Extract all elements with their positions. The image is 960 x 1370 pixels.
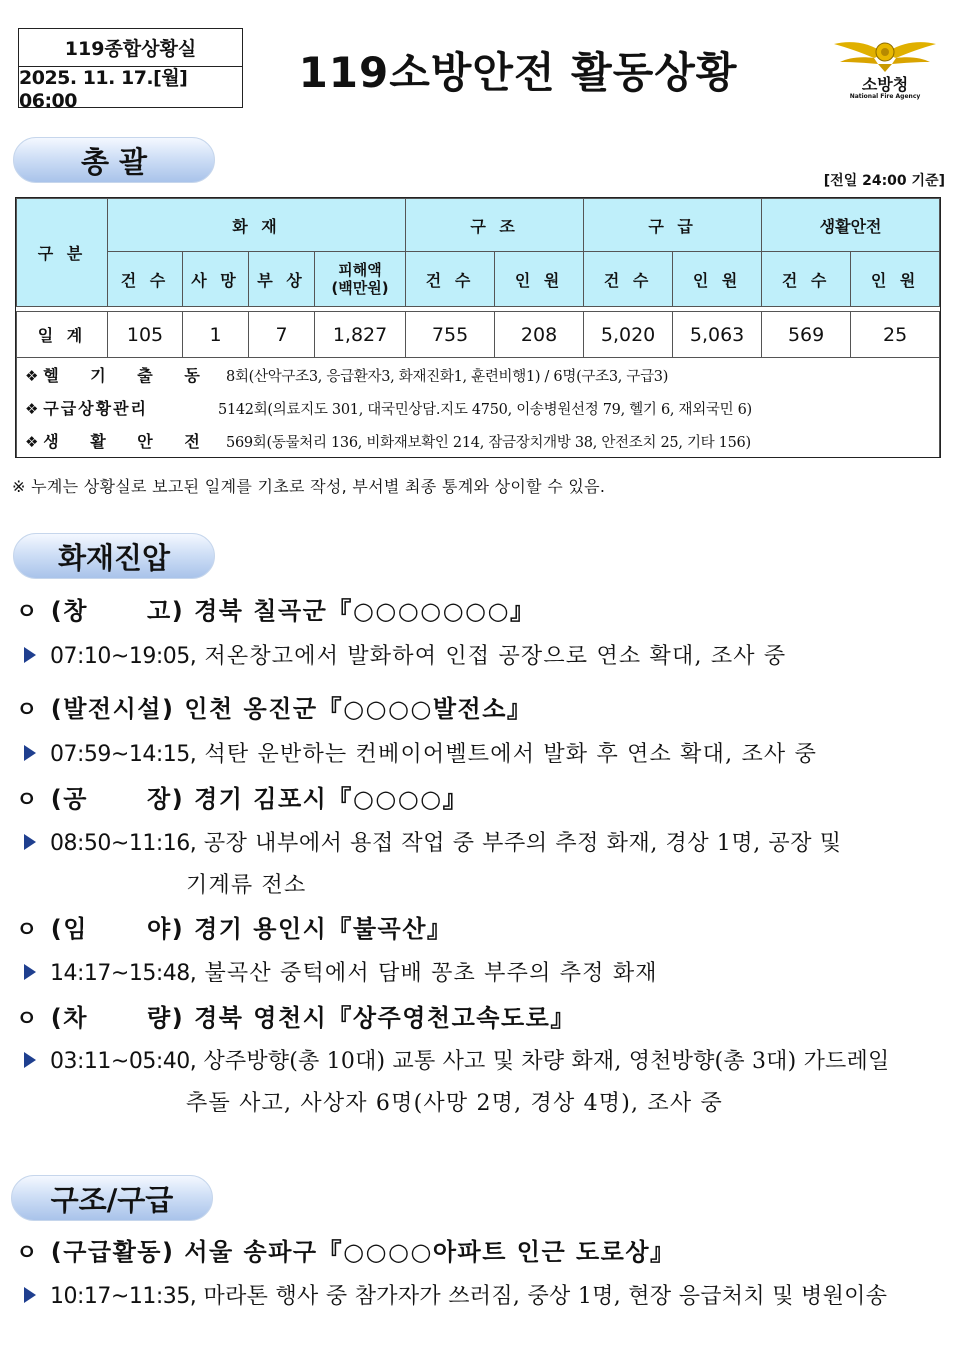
incident-detail: 마라톤 행사 중 참가자가 쓰러짐, 중상 1명, 현장 응급처치 및 병원이송 — [203, 1284, 888, 1309]
fire-item-detail-cont: 기계류 전소 — [186, 873, 307, 898]
circle-bullet-icon: ㅇ — [16, 918, 39, 943]
circle-bullet-icon: ㅇ — [16, 1241, 39, 1266]
table-cell: 25 — [851, 312, 940, 358]
col-group-label: 구 분 — [17, 199, 108, 307]
note-value: 569회(동물처리 136, 비화재보확인 214, 잠금장치개방 38, 안전조치 25, 기타 156) — [226, 435, 751, 451]
incident-location: 경기 용인시『불곡산』 — [194, 915, 453, 943]
diamond-bullet-icon: ❖ — [25, 433, 39, 451]
incident-category: (임 야) — [50, 915, 185, 943]
footnote: ※ 누계는 상황실로 보고된 일계를 기초로 작성, 부서별 최종 통계와 상이할 수 있음. — [12, 477, 606, 496]
note-row-helicopter — [17, 358, 940, 392]
triangle-bullet-icon — [24, 647, 36, 663]
incident-time: 07:59~14:15, — [50, 742, 197, 767]
table-cell: 1,827 — [315, 312, 406, 358]
incident-detail: 불곡산 중턱에서 담배 꽁초 부주의 추정 화재 — [204, 961, 658, 986]
subheader: 인 원 — [495, 252, 584, 307]
fire-item-detail — [24, 956, 658, 987]
fire-item-title — [16, 689, 532, 724]
circle-bullet-icon: ㅇ — [16, 698, 39, 723]
triangle-bullet-icon — [24, 745, 36, 761]
fire-item-detail — [24, 1044, 889, 1075]
subheader: 건 수 — [762, 252, 851, 307]
incident-location: 경기 김포시『○○○○』 — [194, 785, 469, 813]
incident-time: 08:50~11:16, — [50, 831, 197, 856]
eagle-emblem-icon — [830, 36, 940, 74]
table-cell: 755 — [406, 312, 495, 358]
subheader-damage: 피해액 (백만원) — [315, 252, 406, 307]
group-rescue: 구 조 — [406, 199, 584, 252]
incident-category: (창 고) — [50, 597, 185, 625]
group-safety: 생활안전 — [762, 199, 940, 252]
fire-item-title — [16, 909, 452, 944]
incident-time: 10:17~11:35, — [50, 1284, 197, 1309]
basis-time: [전일 24:00 기준] — [823, 173, 945, 189]
summary-table — [15, 197, 941, 458]
table-cell: 208 — [495, 312, 584, 358]
fire-item-detail — [24, 737, 817, 768]
row-label-daily: 일 계 — [17, 312, 108, 358]
fire-item-detail-cont: 추돌 사고, 사상자 6명(사망 2명, 경상 4명), 조사 중 — [186, 1091, 723, 1116]
report-info-box — [18, 28, 243, 112]
group-fire: 화 재 — [108, 199, 406, 252]
note-value: 5142회(의료지도 301, 대국민상담.지도 4750, 이송병원선정 79, 헬기 6, 재외국민 6) — [218, 402, 752, 418]
subheader: 건 수 — [584, 252, 673, 307]
incident-category: (발전시설) — [50, 695, 175, 723]
agency-name-en: National Fire Agency — [849, 93, 921, 100]
fire-item-title — [16, 779, 468, 814]
subheader: 인 원 — [673, 252, 762, 307]
incident-category: (공 장) — [50, 785, 185, 813]
page-title: 119소방안전 활동상황 — [298, 48, 738, 97]
table-cell: 1 — [183, 312, 249, 358]
circle-bullet-icon: ㅇ — [16, 788, 39, 813]
incident-time: 07:10~19:05, — [50, 644, 197, 669]
group-ems: 구 급 — [584, 199, 762, 252]
triangle-bullet-icon — [24, 834, 36, 850]
table-cell: 7 — [249, 312, 315, 358]
diamond-bullet-icon: ❖ — [25, 400, 39, 418]
table-cell: 5,063 — [673, 312, 762, 358]
incident-location: 경북 영천시『상주영천고속도로』 — [194, 1004, 576, 1032]
incident-location: 경북 칠곡군『○○○○○○○』 — [194, 597, 536, 625]
incident-time: 14:17~15:48, — [50, 961, 197, 986]
note-label: 구급상황관리 — [43, 399, 148, 418]
circle-bullet-icon: ㅇ — [16, 600, 39, 625]
report-office: 119종합상황실 — [19, 29, 242, 67]
note-value: 8회(산악구조3, 응급환자3, 화재진화1, 훈련비행1) / 6명(구조3, 구급3) — [226, 369, 669, 385]
table-cell: 5,020 — [584, 312, 673, 358]
diamond-bullet-icon: ❖ — [25, 367, 39, 385]
subheader: 인 원 — [851, 252, 940, 307]
subheader: 건 수 — [406, 252, 495, 307]
incident-detail: 상주방향(총 10대) 교통 사고 및 차량 화재, 영천방향(총 3대) 가드레일 — [203, 1049, 890, 1074]
note-row-ems-management — [17, 391, 940, 424]
incident-detail: 공장 내부에서 용접 작업 중 부주의 추정 화재, 경상 1명, 공장 및 — [203, 831, 842, 856]
triangle-bullet-icon — [24, 964, 36, 980]
subheader: 건 수 — [108, 252, 183, 307]
incident-category: (차 량) — [50, 1004, 185, 1032]
fire-item-title — [16, 998, 576, 1033]
fire-item-detail — [24, 639, 786, 670]
triangle-bullet-icon — [24, 1052, 36, 1068]
incident-time: 03:11~05:40, — [50, 1049, 197, 1074]
incident-detail: 석탄 운반하는 컨베이어벨트에서 발화 후 연소 확대, 조사 중 — [204, 742, 818, 767]
triangle-bullet-icon — [24, 1287, 36, 1303]
section-fire-title: 화재진압 — [13, 533, 215, 579]
rescue-item-detail — [24, 1279, 887, 1310]
section-rescue-title: 구조/구급 — [11, 1175, 213, 1221]
incident-location: 인천 옹진군『○○○○발전소』 — [184, 695, 533, 723]
note-label: 헬 기 출 동 — [43, 366, 213, 385]
section-summary-title: 총 괄 — [13, 137, 215, 183]
report-date: 2025. 11. 17.[월] 06:00 — [19, 67, 188, 112]
subheader: 사 망 — [183, 252, 249, 307]
incident-location: 서울 송파구『○○○○아파트 인근 도로상』 — [184, 1238, 676, 1266]
note-row-life-safety — [17, 424, 940, 457]
incident-detail: 저온창고에서 발화하여 인접 공장으로 연소 확대, 조사 중 — [204, 644, 787, 669]
agency-logo — [830, 36, 940, 106]
note-label: 생 활 안 전 — [43, 432, 213, 451]
subheader: 부 상 — [249, 252, 315, 307]
circle-bullet-icon: ㅇ — [16, 1007, 39, 1032]
fire-item-title — [16, 591, 535, 626]
rescue-item-title — [16, 1232, 676, 1267]
incident-category: (구급활동) — [50, 1238, 175, 1266]
agency-name: 소방청 — [861, 75, 909, 94]
table-cell: 105 — [108, 312, 183, 358]
table-cell: 569 — [762, 312, 851, 358]
fire-item-detail — [24, 826, 842, 857]
